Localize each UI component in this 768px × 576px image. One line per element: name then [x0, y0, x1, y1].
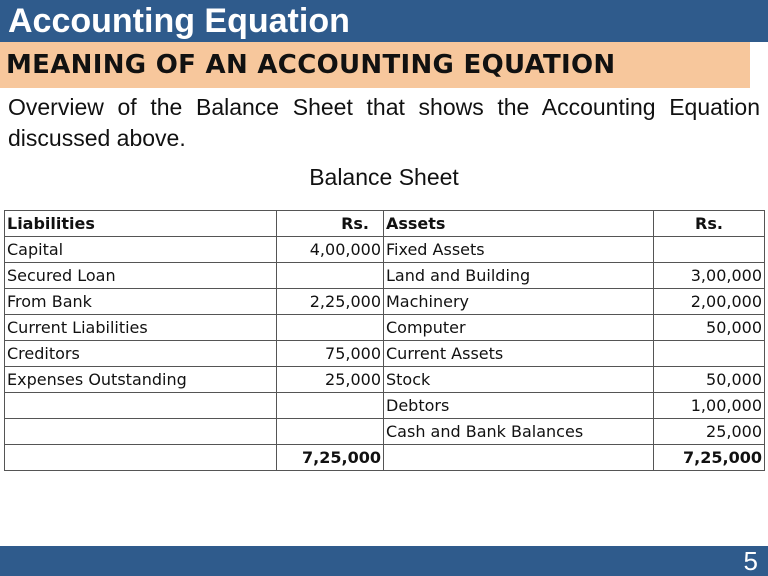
liability-name: Expenses Outstanding — [5, 367, 277, 393]
header-liabilities-rs: Rs. — [277, 211, 384, 237]
liability-name: Capital — [5, 237, 277, 263]
balance-sheet-heading: Balance Sheet — [309, 164, 459, 190]
page-number: 5 — [743, 546, 758, 576]
asset-amount: 50,000 — [654, 315, 765, 341]
table-row — [5, 341, 765, 367]
overview-text: Overview of the Balance Sheet that shows the Accounting Equation discussed above. — [8, 94, 760, 151]
liability-name: Current Liabilities — [5, 315, 277, 341]
subtitle-bar — [0, 42, 750, 88]
asset-name: Stock — [384, 367, 654, 393]
table-row — [5, 367, 765, 393]
slide-title: Accounting Equation — [8, 2, 350, 40]
table-row — [5, 237, 765, 263]
table-row — [5, 315, 765, 341]
asset-amount: 2,00,000 — [654, 289, 765, 315]
total-liabilities: 7,25,000 — [277, 445, 384, 471]
liability-name — [5, 419, 277, 445]
liability-name: Secured Loan — [5, 263, 277, 289]
liability-name: Creditors — [5, 341, 277, 367]
liability-amount — [277, 419, 384, 445]
header-assets-rs: Rs. — [654, 211, 765, 237]
table-total-row — [5, 445, 765, 471]
balance-sheet-table — [4, 210, 765, 471]
header-liabilities: Liabilities — [5, 211, 277, 237]
asset-name: Debtors — [384, 393, 654, 419]
liability-amount: 75,000 — [277, 341, 384, 367]
liability-amount: 2,25,000 — [277, 289, 384, 315]
footer-bar — [0, 546, 768, 576]
asset-name: Land and Building — [384, 263, 654, 289]
liability-name — [5, 393, 277, 419]
liability-amount — [277, 393, 384, 419]
title-bar — [0, 0, 768, 42]
table-row — [5, 393, 765, 419]
asset-name: Current Assets — [384, 341, 654, 367]
asset-amount: 25,000 — [654, 419, 765, 445]
liability-name: From Bank — [5, 289, 277, 315]
asset-amount: 50,000 — [654, 367, 765, 393]
table-row — [5, 289, 765, 315]
table-header-row — [5, 211, 765, 237]
table-row — [5, 419, 765, 445]
total-assets-label — [384, 445, 654, 471]
asset-name: Machinery — [384, 289, 654, 315]
liability-amount: 4,00,000 — [277, 237, 384, 263]
liability-amount — [277, 315, 384, 341]
liability-amount — [277, 263, 384, 289]
asset-amount: 1,00,000 — [654, 393, 765, 419]
asset-name: Computer — [384, 315, 654, 341]
asset-amount — [654, 341, 765, 367]
asset-name: Fixed Assets — [384, 237, 654, 263]
asset-amount — [654, 237, 765, 263]
slide-subtitle: MEANING OF AN ACCOUNTING EQUATION — [6, 50, 616, 80]
total-liabilities-label — [5, 445, 277, 471]
asset-name: Cash and Bank Balances — [384, 419, 654, 445]
header-assets: Assets — [384, 211, 654, 237]
total-assets: 7,25,000 — [654, 445, 765, 471]
liability-amount: 25,000 — [277, 367, 384, 393]
table-row — [5, 263, 765, 289]
asset-amount: 3,00,000 — [654, 263, 765, 289]
